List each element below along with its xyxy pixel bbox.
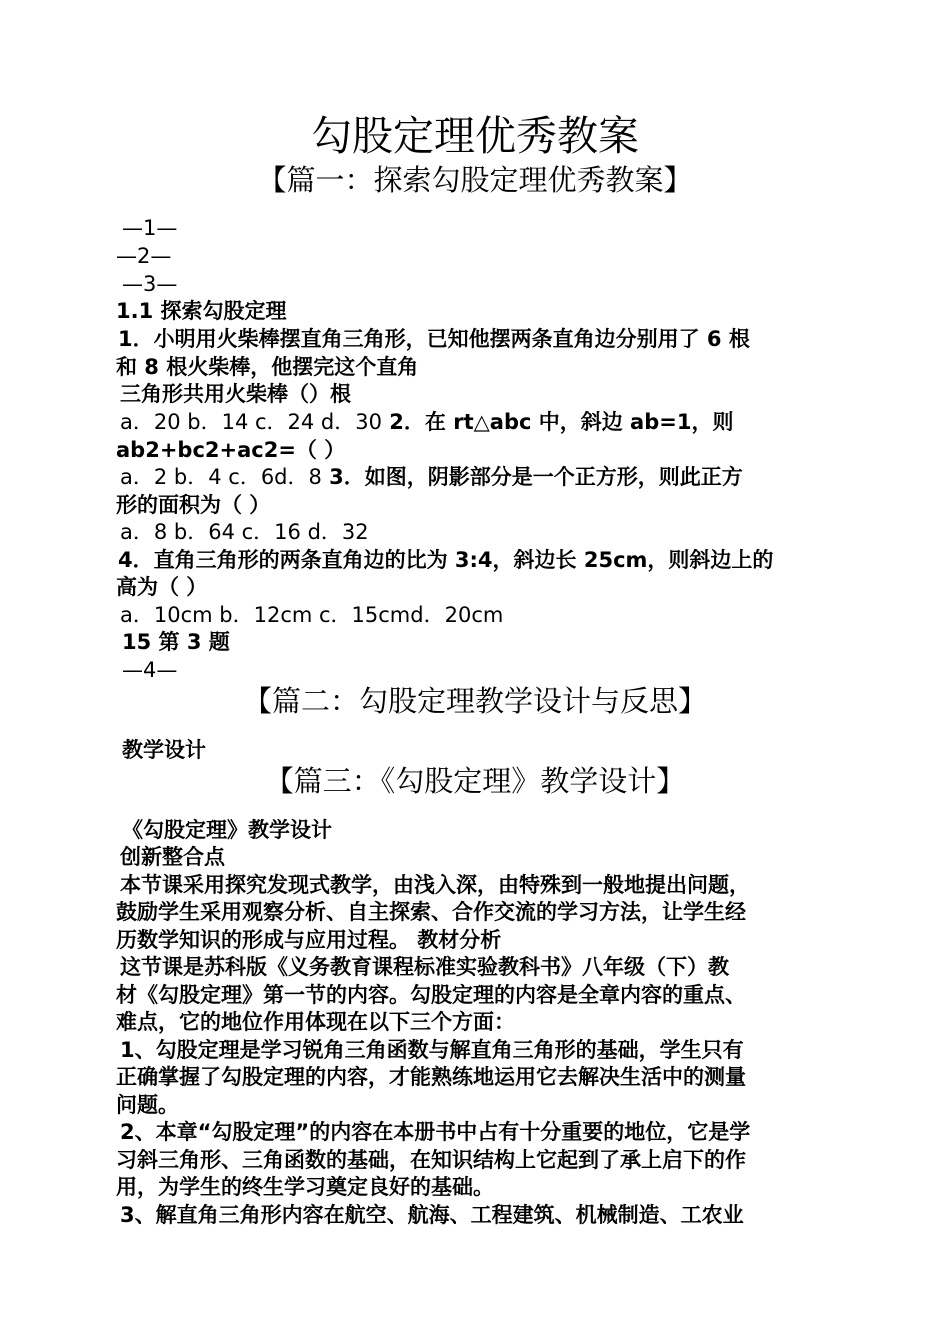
para4-line2: 习斜三角形、三角函数的基础，在知识结构上它起到了承上启下的作: [116, 1148, 746, 1172]
page-marker-2: —2—: [116, 244, 172, 268]
para3-line2: 正确掌握了勾股定理的内容，才能熟练地运用它去解决生活中的测量: [116, 1065, 746, 1089]
page-marker-3: —3—: [122, 272, 178, 296]
innovation-heading: 创新整合点: [120, 845, 225, 869]
para1-line2: 鼓励学生采用观察分析、自主探索、合作交流的学习方法，让学生经: [116, 900, 746, 924]
q3-options: a．8 b．64 c．16 d．32: [120, 520, 369, 544]
section1-heading: 【篇一：探索勾股定理优秀教案】: [257, 163, 693, 197]
q1-line1: 1．小明用火柴棒摆直角三角形，已知他摆两条直角边分别用了 6 根: [118, 327, 750, 351]
page-marker-4: —4—: [122, 658, 178, 682]
q4-line1: 4．直角三角形的两条直角边的比为 3:4，斜边长 25cm，则斜边上的: [118, 548, 774, 572]
para2-line1: 这节课是苏科版《义务教育课程标准实验教科书》八年级（下）教: [120, 955, 729, 979]
para3-line1: 1、勾股定理是学习锐角三角函数与解直角三角形的基础，学生只有: [120, 1038, 744, 1062]
para3-line3: 问题。: [116, 1093, 179, 1117]
para2-line2: 材《勾股定理》第一节的内容。勾股定理的内容是全章内容的重点、: [116, 983, 746, 1007]
q2-line1: 2．在 rt△abc 中，斜边 ab=1，则: [382, 410, 734, 434]
q2-q3-line: [120, 464, 743, 491]
q4-line2: 高为（ ）: [116, 575, 208, 599]
q2-line2: ab2+bc2+ac2=（ ）: [116, 438, 346, 462]
q4-options: a．10cm b．12cm c．15cmd．20cm: [120, 603, 504, 627]
q2-options: a．2 b．4 c．6d．8: [120, 465, 322, 489]
document-title: 勾股定理优秀教案: [311, 112, 639, 160]
section2-text: 教学设计: [122, 738, 206, 762]
section1-topic: 1.1 探索勾股定理: [116, 299, 287, 323]
q1-q2-line: [120, 409, 733, 436]
q3-line1: 3．如图，阴影部分是一个正方形，则此正方: [321, 465, 743, 489]
q1-line2: 和 8 根火柴棒，他摆完这个直角: [116, 355, 419, 379]
para4-line3: 用，为学生的终生学习奠定良好的基础。: [116, 1175, 494, 1199]
figure-label: 15 第 3 题: [122, 630, 230, 654]
section3-heading: 【篇三：《勾股定理》教学设计】: [264, 764, 686, 798]
q3-line2: 形的面积为（ ）: [116, 493, 271, 517]
section2-heading: 【篇二：勾股定理教学设计与反思】: [242, 684, 707, 718]
para2-line3: 难点，它的地位作用体现在以下三个方面：: [116, 1010, 515, 1034]
para1-line3: 历数学知识的形成与应用过程。 教材分析: [116, 928, 502, 952]
page-marker-1: —1—: [122, 216, 178, 240]
para4-line1: 2、本章“勾股定理”的内容在本册书中占有十分重要的地位，它是学: [120, 1120, 751, 1144]
q1-line3: 三角形共用火柴棒（）根: [120, 382, 351, 406]
para1-line1: 本节课采用探究发现式教学，由浅入深，由特殊到一般地提出问题，: [120, 873, 750, 897]
para5-line1: 3、解直角三角形内容在航空、航海、工程建筑、机械制造、工农业: [120, 1203, 744, 1227]
q1-options: a．20 b．14 c．24 d．30: [120, 410, 382, 434]
section3-title: 《勾股定理》教学设计: [122, 818, 332, 842]
